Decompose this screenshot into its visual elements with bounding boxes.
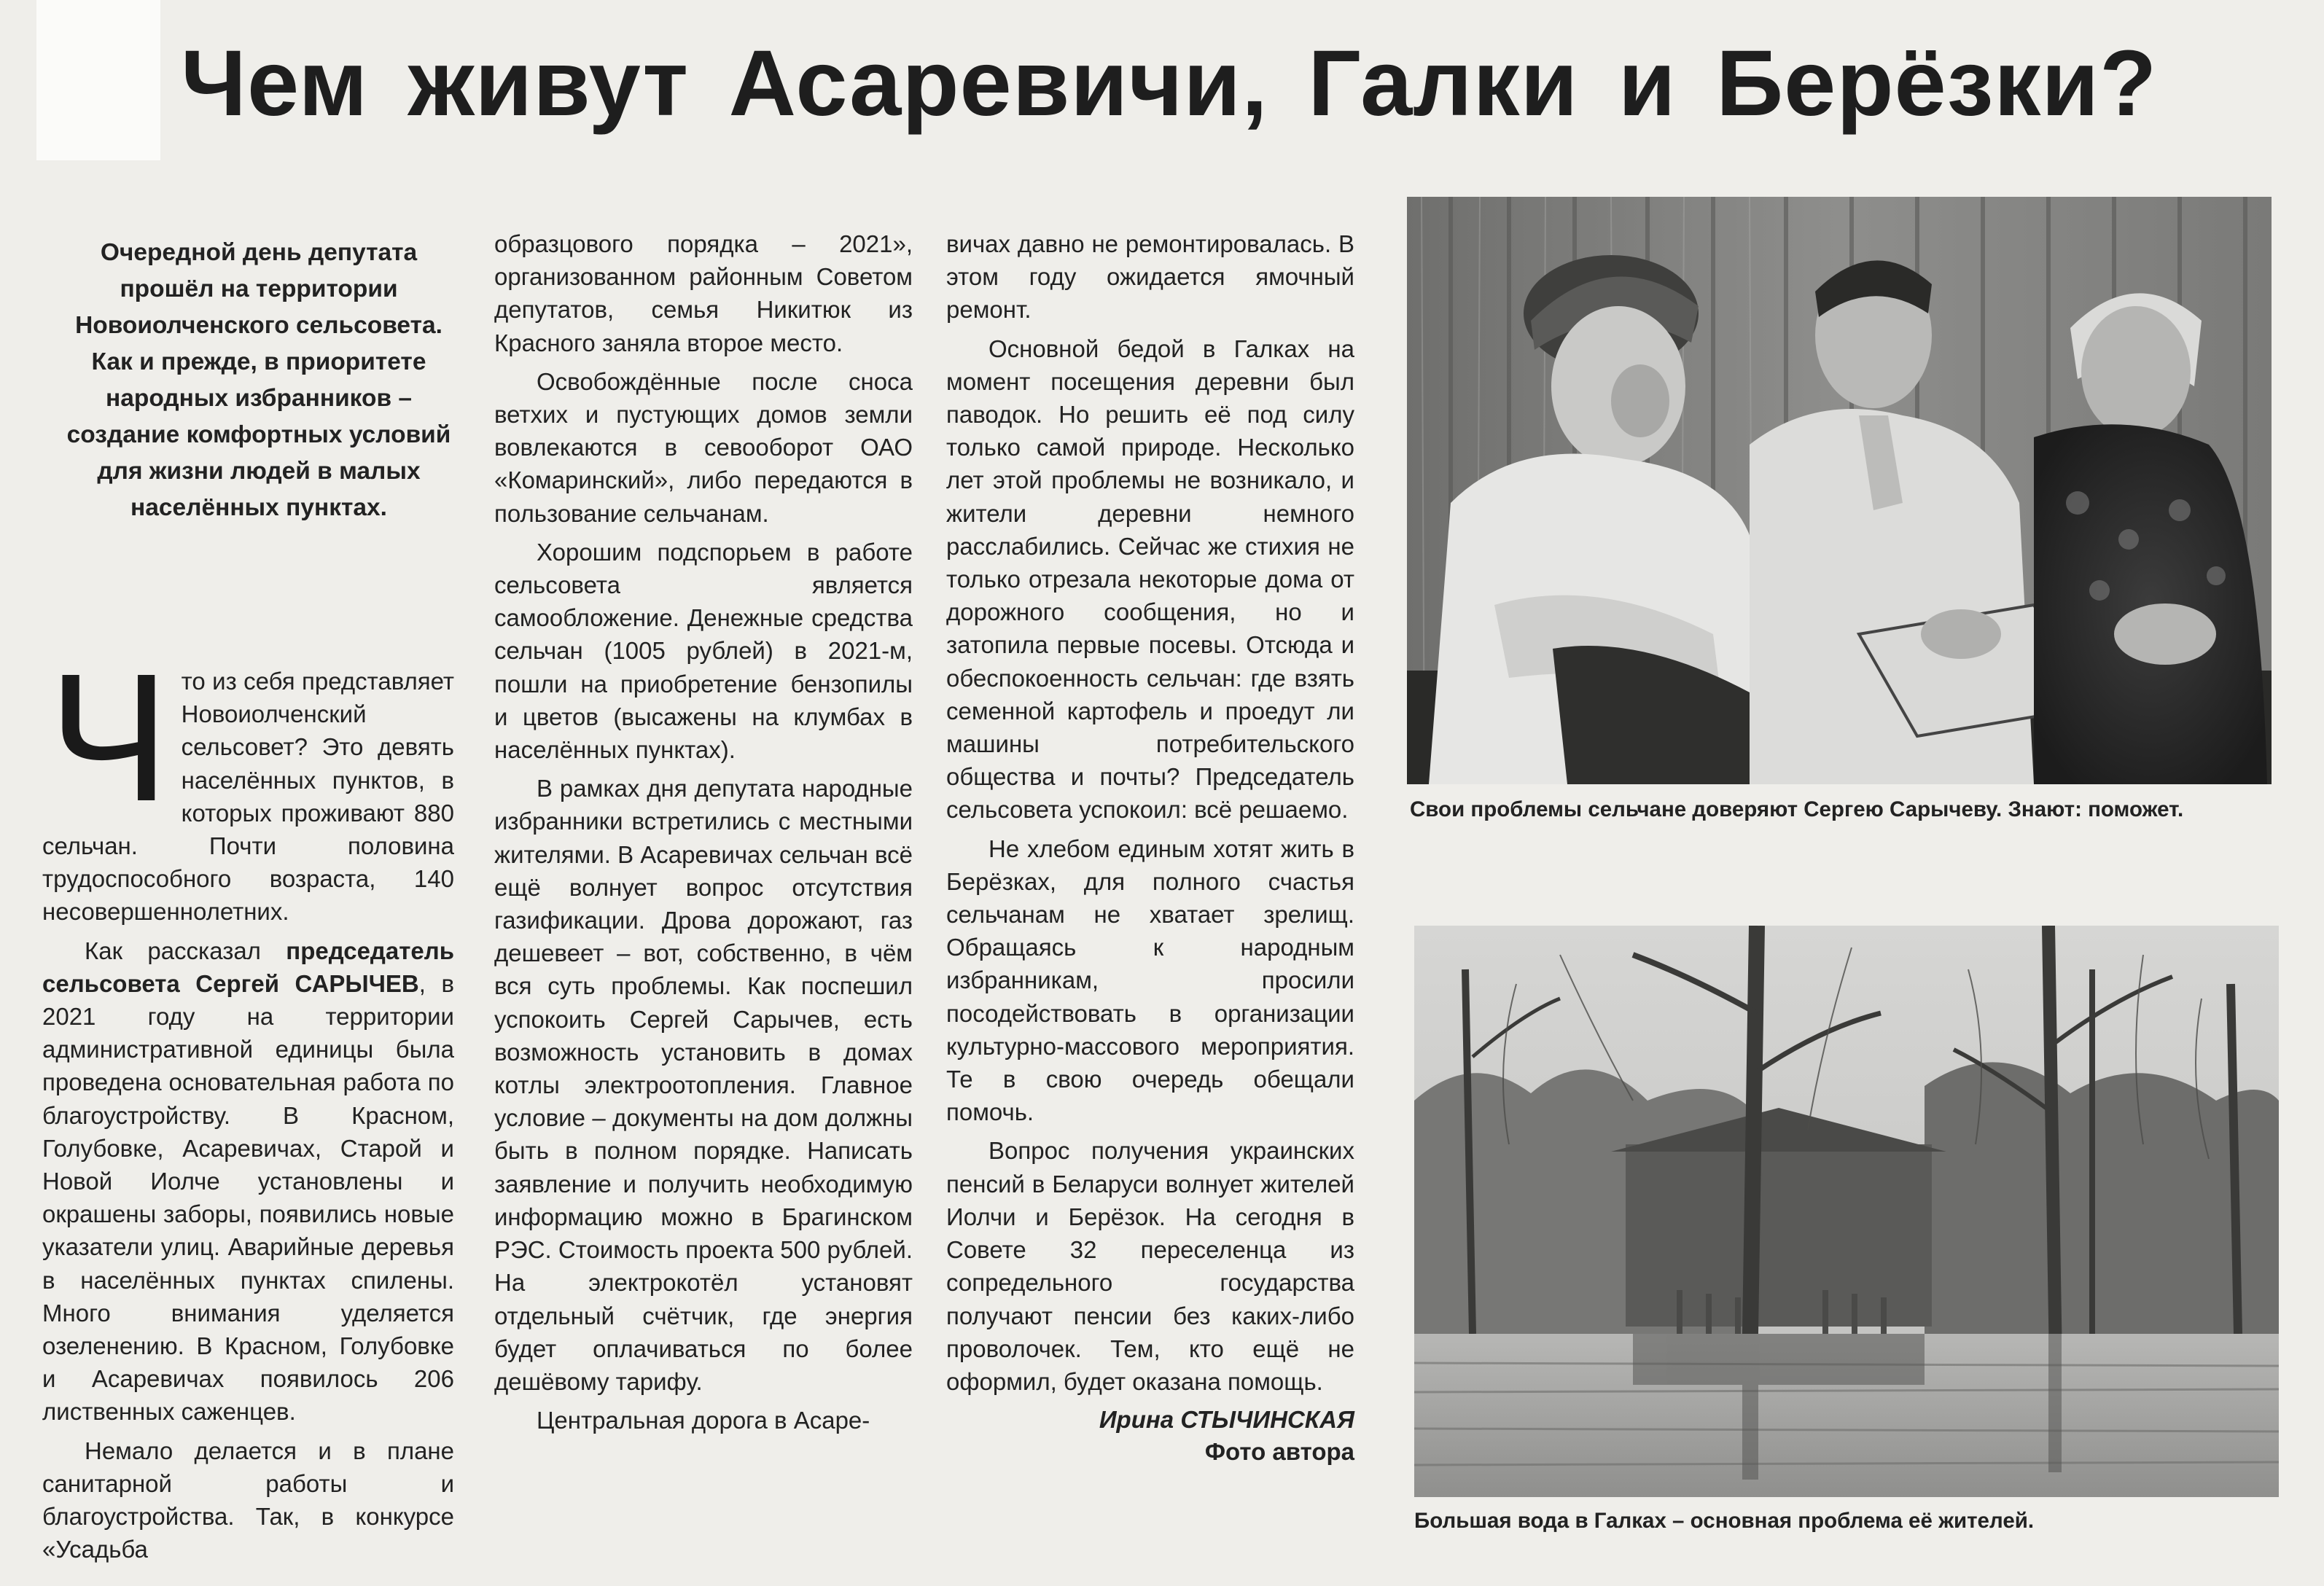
drop-cap: Ч	[48, 636, 165, 839]
paragraph: Немало делается и в плане санитарной работы и благоустройства. Так, в конкурсе «Усадьба	[42, 1437, 454, 1563]
blank-patch	[36, 0, 160, 160]
paragraph	[42, 636, 454, 929]
paragraph: вичах давно не ремонтировалась. В этом году ожидается ямочный ремонт.	[946, 230, 1354, 324]
photo-flood-image	[1414, 926, 2279, 1497]
photo-flood	[1414, 926, 2279, 1497]
article-column-1	[42, 636, 454, 1571]
paragraph	[42, 934, 454, 1429]
paragraph: В рамках дня депутата народные избранники встретились с местными жителями. В Асаревичах сельчан всё ещё волнует вопрос отсутствия газификации. Дрова дорожают, газ дешевеет – вот, собственно, в чём вся суть проблемы. Как поспешил успокоить Сергей Сарычев, есть возможность установить в домах котлы электроотопления. Главное условие – документы на дом должны быть в полном порядке. Написать заявление и получить необходимую информацию можно в Брагинском РЭС. Стоимость проекта 500 рублей. На электрокотёл установят отдельный счётчик, где энергия будет оплачиваться по более дешёвому тарифу.	[494, 775, 913, 1395]
paragraph-text: то из себя представляет Новоиолченский сельсовет? Это девять населённых пунктов, в которых проживают 880 сельчан. Почти половина трудоспособного возраста, 140 несовершеннолетних.	[42, 668, 454, 926]
paragraph-text: Как рассказал	[85, 937, 286, 964]
paragraph: образцового порядка – 2021», организованном районным Советом депутатов, семья Никитюк из Красного заняла второе место.	[494, 230, 913, 356]
photo-villagers-image	[1407, 197, 2272, 784]
paragraph: Вопрос получения украинских пенсий в Беларуси волнует жителей Иолчи и Берёзок. На сегодня в Совете 32 переселенца из сопредельного государства получают пенсии без каких-либо проволочек. Тем, кто ещё не оформил, будет оказана помощь.	[946, 1137, 1354, 1395]
article-column-2	[494, 227, 913, 1442]
photo-flood-caption: Большая вода в Галках – основная проблема её жителей.	[1414, 1509, 2035, 1533]
photo-villagers	[1407, 197, 2272, 784]
article-headline: Чем живут Асаревичи, Галки и Берёзки?	[181, 31, 2158, 136]
photo-villagers-caption: Свои проблемы сельчане доверяют Сергею Сарычеву. Знают: поможет.	[1410, 797, 2184, 821]
paragraph: Хорошим подспорьем в работе сельсовета является самообложение. Денежные средства сельчан (1005 рублей) в 2021-м, пошли на приобретение бензопилы и цветов (высажены на клумбах в населённых пунктах).	[494, 538, 913, 764]
chairman-name: председатель сельсовета Сергей САРЫЧЕВ	[42, 937, 454, 997]
paragraph: Центральная дорога в Асаре-	[537, 1407, 870, 1434]
paragraph: Основной бедой в Галках на момент посещения деревни был паводок. Но решить её под силу только самой природе. Несколько лет этой проблемы не возникало, и жители деревни немного расслабились. Сейчас же стихия не только отрезала некоторые дома от дорожного сообщения, но и затопила первые посевы. Отсюда и обеспокоенность сельчан: где взять семенной картофель и проедут ли машины потребительского общества и почты? Председатель сельсовета успокоил: всё решаемо.	[946, 335, 1354, 824]
article-lead: Очередной день депутата прошёл на территории Новоиолченского сельсовета. Как и прежде, в приоритете народных избранников – создание комфортных условий для жизни людей в малых населённых пунктах.	[66, 239, 451, 521]
paragraph-text: , в 2021 году на территории административной единицы была проведена основательная работа по благоустройству. В Красном, Голубовке, Асаревичах, Старой и Новой Иолче установлены и окрашены заборы, появились новые указатели улиц. Аварийные деревья в населённых пунктах спилены. Много внимания уделяется озеленению. В Красном, Голубовке и Асаревичах появилось 206 лиственных саженцев.	[42, 969, 454, 1426]
paragraph: Освобождённые после сноса ветхих и пустующих домов земли вовлекаются в севооборот ОАО «Комаринский», либо передаются в пользование сельчанам.	[494, 367, 913, 527]
photo-credit: Фото автора	[1204, 1438, 1354, 1466]
article-column-3	[946, 227, 1354, 1468]
author-byline: Ирина СТЫЧИНСКАЯ	[1099, 1406, 1354, 1434]
paragraph: Не хлебом единым хотят жить в Берёзках, для полного счастья сельчанам не хватает зрелищ. Обращаясь к народным избранникам, просили посодействовать в организации культурно-массового мероприятия. Те в свою очередь обещали помочь.	[946, 835, 1354, 1126]
